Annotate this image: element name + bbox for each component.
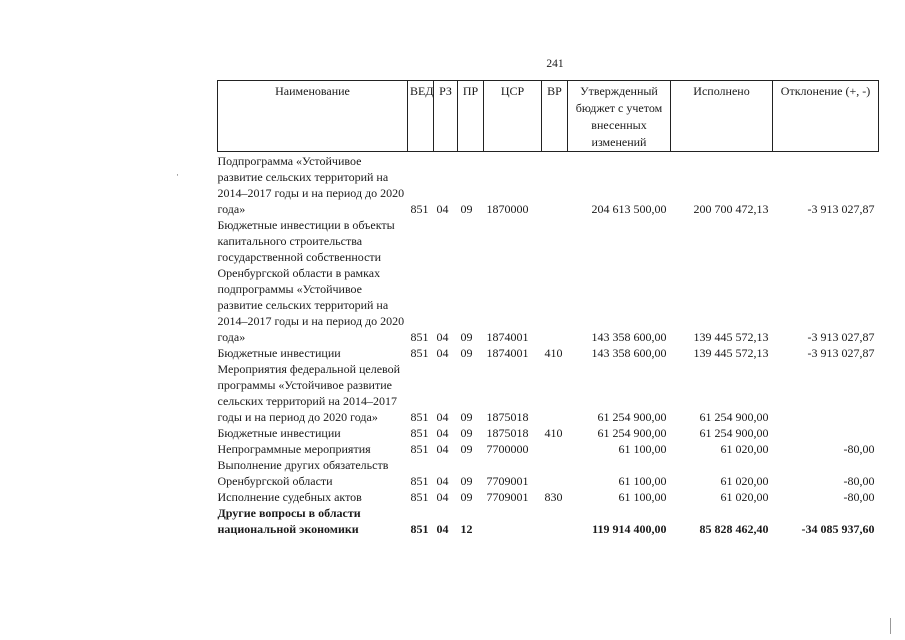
header-rz: РЗ	[434, 81, 458, 152]
row-approved: 119 914 400,00	[592, 522, 667, 536]
row-csr: 7700000	[486, 442, 529, 456]
row-rz: 04	[436, 410, 449, 424]
row-pr: 09	[460, 346, 473, 360]
row-rz: 04	[436, 426, 449, 440]
table-row	[218, 152, 879, 218]
row-deviation	[773, 425, 879, 441]
scan-artifact-line	[890, 618, 891, 634]
table-row	[218, 489, 879, 505]
table-row	[218, 361, 879, 425]
row-pr: 09	[460, 490, 473, 504]
row-name: Бюджетные инвестиции в объекты капитального строительства государственной собственности Оренбургской области в рамках подпрограммы «Устойчивое развитие сельских территорий на 2014–2017 годы и на период до 2020 года»	[217, 218, 405, 344]
page-number: 241	[546, 58, 564, 70]
row-deviation: -34 085 937,60	[801, 522, 875, 536]
row-vr	[542, 361, 568, 425]
table-body	[218, 152, 879, 538]
row-pr: 12	[460, 522, 473, 536]
table-row	[218, 505, 879, 537]
row-pr: 09	[460, 426, 473, 440]
scan-artifact: ·	[176, 170, 179, 180]
row-rz: 04	[436, 474, 449, 488]
row-executed: 61 254 900,00	[699, 410, 769, 424]
row-deviation	[773, 361, 879, 425]
row-ved: 851	[410, 426, 429, 440]
row-deviation: -80,00	[843, 474, 875, 488]
row-pr: 09	[460, 202, 473, 216]
row-executed: 61 020,00	[720, 442, 769, 456]
row-rz: 04	[436, 442, 449, 456]
row-approved: 61 254 900,00	[597, 426, 667, 440]
row-executed: 200 700 472,13	[693, 202, 769, 216]
row-pr: 09	[460, 474, 473, 488]
row-vr	[542, 505, 568, 537]
row-rz: 04	[436, 330, 449, 344]
row-vr	[542, 441, 568, 457]
row-approved: 143 358 600,00	[591, 346, 667, 360]
row-deviation: -3 913 027,87	[807, 202, 875, 216]
row-executed: 139 445 572,13	[693, 330, 769, 344]
row-rz: 04	[436, 490, 449, 504]
table-row	[218, 425, 879, 441]
row-executed: 85 828 462,40	[699, 522, 769, 536]
table-header-row	[218, 81, 879, 152]
row-approved: 204 613 500,00	[591, 202, 667, 216]
table-row	[218, 441, 879, 457]
table-row	[218, 345, 879, 361]
row-executed: 61 254 900,00	[699, 426, 769, 440]
row-executed: 61 020,00	[720, 474, 769, 488]
row-vr	[542, 217, 568, 345]
row-csr: 1875018	[486, 410, 529, 424]
row-deviation: -3 913 027,87	[807, 330, 875, 344]
row-approved: 61 254 900,00	[597, 410, 667, 424]
row-name: Непрограммные мероприятия	[217, 442, 371, 456]
row-ved: 851	[410, 410, 429, 424]
row-csr	[484, 505, 542, 537]
row-executed: 139 445 572,13	[693, 346, 769, 360]
row-approved: 143 358 600,00	[591, 330, 667, 344]
row-ved: 851	[410, 330, 429, 344]
row-pr: 09	[460, 410, 473, 424]
row-approved: 61 100,00	[618, 490, 667, 504]
row-deviation: -80,00	[843, 490, 875, 504]
row-vr: 830	[544, 490, 563, 504]
row-executed: 61 020,00	[720, 490, 769, 504]
row-name: Бюджетные инвестиции	[217, 346, 341, 360]
row-vr: 410	[544, 426, 563, 440]
row-csr: 1874001	[486, 330, 529, 344]
row-ved: 851	[410, 490, 429, 504]
row-ved: 851	[410, 474, 429, 488]
row-ved: 851	[410, 522, 429, 536]
header-deviation: Отклонение (+, -)	[773, 81, 879, 152]
row-deviation: -3 913 027,87	[807, 346, 875, 360]
row-deviation: -80,00	[843, 442, 875, 456]
header-name: Наименование	[218, 81, 408, 152]
row-rz: 04	[436, 202, 449, 216]
row-name: Подпрограмма «Устойчивое развитие сельских территорий на 2014–2017 годы и на период до 2020 года»	[217, 154, 405, 216]
row-ved: 851	[410, 346, 429, 360]
row-approved: 61 100,00	[618, 442, 667, 456]
row-name: Другие вопросы в области национальной экономики	[217, 506, 361, 536]
row-csr: 7709001	[486, 490, 529, 504]
row-name: Выполнение других обязательств Оренбургской области	[217, 458, 389, 488]
header-executed: Исполнено	[671, 81, 773, 152]
row-vr	[542, 457, 568, 489]
row-name: Мероприятия федеральной целевой программы «Устойчивое развитие сельских территорий на 2014–2017 годы и на период до 2020 года»	[217, 362, 401, 424]
row-rz: 04	[436, 346, 449, 360]
row-ved: 851	[410, 442, 429, 456]
header-vr: ВР	[542, 81, 568, 152]
header-pr: ПР	[458, 81, 484, 152]
row-ved: 851	[410, 202, 429, 216]
row-csr: 1870000	[486, 202, 529, 216]
row-approved: 61 100,00	[618, 474, 667, 488]
row-pr: 09	[460, 442, 473, 456]
row-name: Исполнение судебных актов	[217, 490, 362, 504]
row-rz: 04	[436, 522, 449, 536]
budget-table	[217, 80, 879, 537]
row-csr: 1875018	[486, 426, 529, 440]
row-pr: 09	[460, 330, 473, 344]
table-row	[218, 457, 879, 489]
header-approved: Утвержденный бюджет с учетом внесенных изменений	[568, 81, 671, 152]
table-row	[218, 217, 879, 345]
row-vr	[542, 152, 568, 218]
row-vr: 410	[544, 346, 563, 360]
row-csr: 7709001	[486, 474, 529, 488]
header-ved: ВЕД	[408, 81, 434, 152]
header-csr: ЦСР	[484, 81, 542, 152]
row-name: Бюджетные инвестиции	[217, 426, 341, 440]
row-csr: 1874001	[486, 346, 529, 360]
